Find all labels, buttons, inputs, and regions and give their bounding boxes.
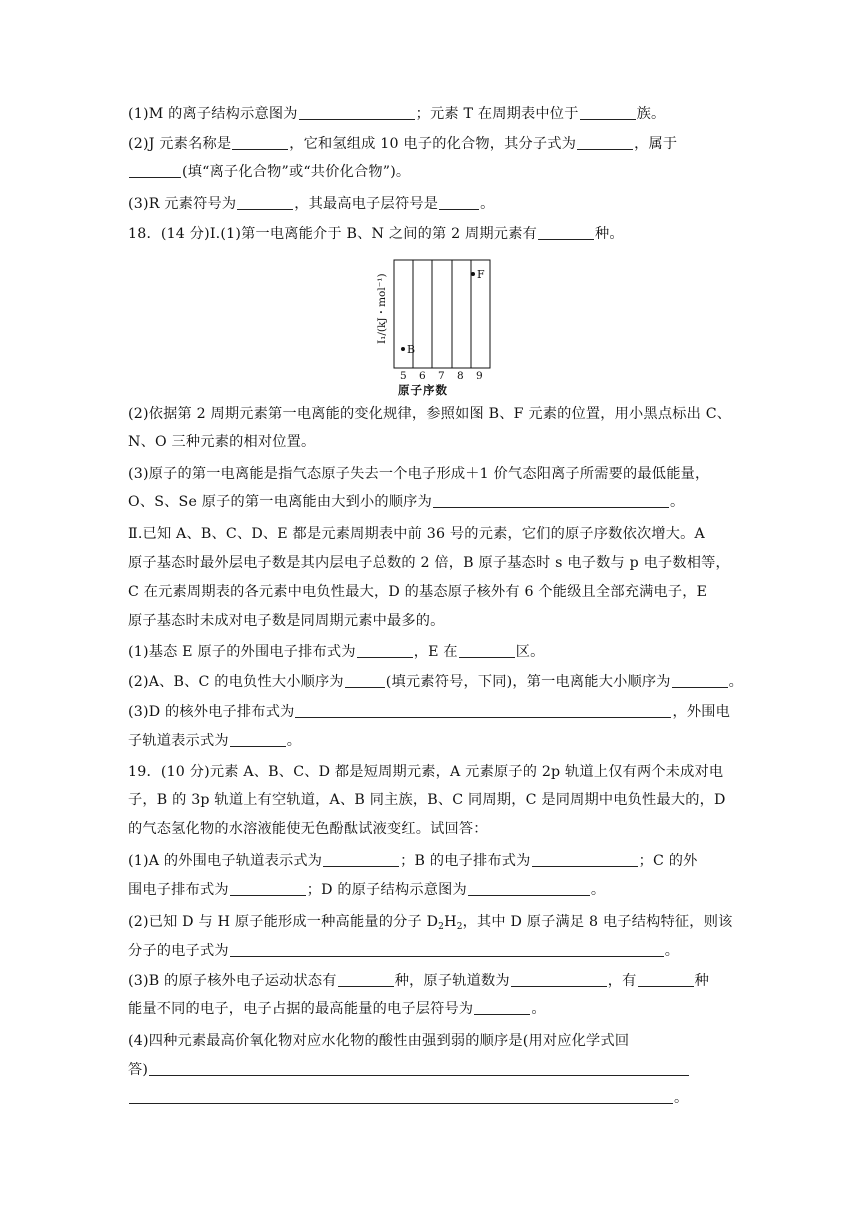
q19-line3 — [128, 819, 738, 839]
ionization-energy-figure — [372, 258, 502, 403]
q18-part3-cont — [128, 492, 738, 512]
text: (1)基态 E 原子的外围电子排布式为 — [128, 644, 356, 660]
text: 的气态氢化物的水溶液能使无色酚酞试液变红。试回答： — [128, 821, 488, 837]
text: ，其最高电子层符号是 — [294, 196, 439, 212]
text: (填元素符号，下同)，第一电离能大小顺序为 — [385, 674, 671, 690]
q19-q3-cont — [128, 999, 738, 1019]
text: ，外围电 — [672, 704, 731, 720]
text: N、O 三种元素的相对位置。 — [128, 434, 316, 450]
q19-line1 — [128, 762, 738, 782]
q18-part2 — [128, 404, 738, 424]
q17-part2 — [128, 134, 738, 154]
text: 子轨道表示式为 — [128, 733, 229, 749]
q19-q4 — [128, 1031, 738, 1051]
q18-II-q3 — [128, 702, 738, 722]
answer-blank[interactable] — [459, 643, 515, 658]
answer-blank[interactable] — [474, 1000, 530, 1015]
point-b — [401, 347, 405, 351]
answer-blank[interactable] — [129, 163, 181, 178]
text: (填“离子化合物”或“共价化合物”)。 — [182, 164, 411, 180]
text: (2)已知 D 与 H 原子能形成一种高能量的分子 D — [128, 914, 439, 930]
answer-blank[interactable] — [149, 1061, 689, 1076]
text: ，属于 — [634, 136, 678, 152]
answer-blank[interactable] — [577, 135, 633, 150]
text: 原子基态时未成对电子数是同周期元素中最多的。 — [128, 613, 445, 629]
x-axis-caption: 原子序数 — [398, 383, 448, 397]
answer-blank[interactable] — [433, 493, 669, 508]
q19-q2-cont — [128, 941, 738, 961]
q18-II-line2 — [128, 553, 738, 573]
q18-part2-cont — [128, 432, 738, 452]
text: O、S、Se 原子的第一电离能由大到小的顺序为 — [128, 494, 432, 510]
text: (3)原子的第一电离能是指气态原子失去一个电子形成＋1 价气态阳离子所需要的最低能量， — [128, 466, 710, 482]
answer-blank[interactable] — [230, 732, 286, 747]
text: 。 — [590, 882, 606, 898]
answer-blank[interactable] — [468, 881, 590, 896]
answer-blank[interactable] — [338, 972, 394, 987]
answer-blank[interactable] — [672, 673, 728, 688]
answer-blank[interactable] — [638, 972, 694, 987]
text: 。 — [728, 674, 744, 690]
point-f — [471, 272, 475, 276]
text: (3)D 的核外电子排布式为 — [128, 704, 295, 720]
text: ，E 在 — [413, 644, 458, 660]
answer-blank[interactable] — [532, 852, 638, 867]
point-f-label: F — [477, 268, 485, 281]
q19-q2 — [128, 912, 738, 932]
text: 。 — [674, 1090, 689, 1106]
q18-II-q1 — [128, 642, 738, 662]
text: 区。 — [515, 644, 545, 660]
text: 答) — [128, 1062, 149, 1078]
text: 围电子排布式为 — [128, 882, 229, 898]
point-b-label: B — [407, 343, 416, 356]
answer-blank[interactable] — [357, 643, 413, 658]
answer-blank[interactable] — [299, 105, 415, 120]
answer-blank[interactable] — [580, 105, 636, 120]
q17-part1 — [128, 104, 738, 124]
text: 种，原子轨道数为 — [394, 973, 510, 989]
text: 。 — [531, 1001, 546, 1017]
answer-blank[interactable] — [230, 881, 306, 896]
text: Ⅱ.已知 A、B、C、D、E 都是元素周期表中前 36 号的元素，它们的原子序数依次增大。A — [128, 526, 705, 542]
text: 种。 — [594, 226, 624, 242]
q19-q3 — [128, 971, 738, 991]
q17-part3 — [128, 194, 738, 214]
text: 。 — [480, 196, 495, 212]
x-tick: 9 — [476, 370, 483, 382]
q18-II-q3-cont — [128, 731, 738, 751]
text: 。 — [286, 733, 302, 749]
text: (4)四种元素最高价氧化物对应水化物的酸性由强到弱的顺序是(用对应化学式回 — [128, 1033, 630, 1049]
q18-II-line4 — [128, 611, 738, 631]
subscript: 2 — [456, 922, 463, 932]
text: (2)J 元素名称是 — [128, 136, 232, 152]
text: H — [444, 914, 457, 930]
q19-q4-cont2 — [128, 1088, 738, 1108]
q18-part3 — [128, 464, 738, 484]
text: ；元素 T 在周期表中位于 — [415, 106, 579, 122]
x-tick: 7 — [438, 370, 445, 382]
q19-q1-cont — [128, 880, 738, 900]
answer-blank[interactable] — [230, 942, 664, 957]
text: ，其中 D 原子满足 8 电子结构特征，则该 — [462, 914, 733, 930]
text: ；B 的电子排布式为 — [400, 853, 531, 869]
answer-blank[interactable] — [237, 195, 293, 210]
text: 18．(14 分)Ⅰ.(1)第一电离能介于 B、N 之间的第 2 周期元素有 — [128, 226, 537, 242]
text: (3)R 元素符号为 — [128, 196, 237, 212]
answer-blank[interactable] — [439, 195, 479, 210]
text: 分子的电子式为 — [128, 943, 229, 959]
q18-header — [128, 224, 738, 244]
answer-blank[interactable] — [295, 703, 671, 718]
text: 种 — [694, 973, 709, 989]
answer-blank[interactable] — [129, 1089, 673, 1104]
text: 原子基态时最外层电子数是其内层电子总数的 2 倍，B 原子基态时 s 电子数与 p 电子数相等， — [128, 555, 730, 571]
q18-II-line3 — [128, 582, 738, 602]
text: 族。 — [636, 106, 666, 122]
text: C 在元素周期表的各元素中电负性最大，D 的基态原子核外有 6 个能级且全部充满电子，E — [128, 584, 708, 600]
text: ，有 — [607, 973, 637, 989]
text: (2)依据第 2 周期元素第一电离能的变化规律，参照如图 B、F 元素的位置，用小黑点标出 C、 — [128, 406, 732, 422]
x-tick: 6 — [419, 370, 426, 382]
text: (1)A 的外围电子轨道表示式为 — [128, 853, 323, 869]
figure-grid — [372, 258, 502, 382]
text: 能量不同的电子，电子占据的最高能量的电子层符号为 — [128, 1001, 474, 1017]
text: (3)B 的原子核外电子运动状态有 — [128, 973, 337, 989]
text: (1)M 的离子结构示意图为 — [128, 106, 298, 122]
text: 19．(10 分)元素 A、B、C、D 都是短周期元素，A 元素原子的 2p 轨道上仅有两个未成对电 — [128, 764, 724, 780]
text: 。 — [669, 494, 685, 510]
q19-q1 — [128, 851, 738, 871]
q18-II-q2 — [128, 672, 744, 692]
answer-blank[interactable] — [511, 972, 607, 987]
subscript: 2 — [438, 922, 445, 932]
answer-blank[interactable] — [232, 135, 288, 150]
q17-part2-cont — [128, 162, 738, 182]
text: ；C 的外 — [638, 853, 698, 869]
answer-blank[interactable] — [345, 673, 385, 688]
q19-q4-cont — [128, 1060, 738, 1080]
q19-line2 — [128, 790, 738, 810]
text: ，它和氢组成 10 电子的化合物，其分子式为 — [289, 136, 577, 152]
x-tick: 8 — [457, 370, 464, 382]
text: (2)A、B、C 的电负性大小顺序为 — [128, 674, 344, 690]
text: ；D 的原子结构示意图为 — [306, 882, 467, 898]
text: 子，B 的 3p 轨道上有空轨道，A、B 同主族，B、C 同周期，C 是同周期中电负性最大的，D — [128, 792, 726, 808]
y-axis-label: I₁/(kJ・mol⁻¹) — [376, 273, 388, 344]
answer-blank[interactable] — [323, 852, 399, 867]
text: 。 — [664, 943, 680, 959]
x-tick: 5 — [400, 370, 407, 382]
q18-II-line1 — [128, 524, 738, 544]
answer-blank[interactable] — [538, 225, 594, 240]
